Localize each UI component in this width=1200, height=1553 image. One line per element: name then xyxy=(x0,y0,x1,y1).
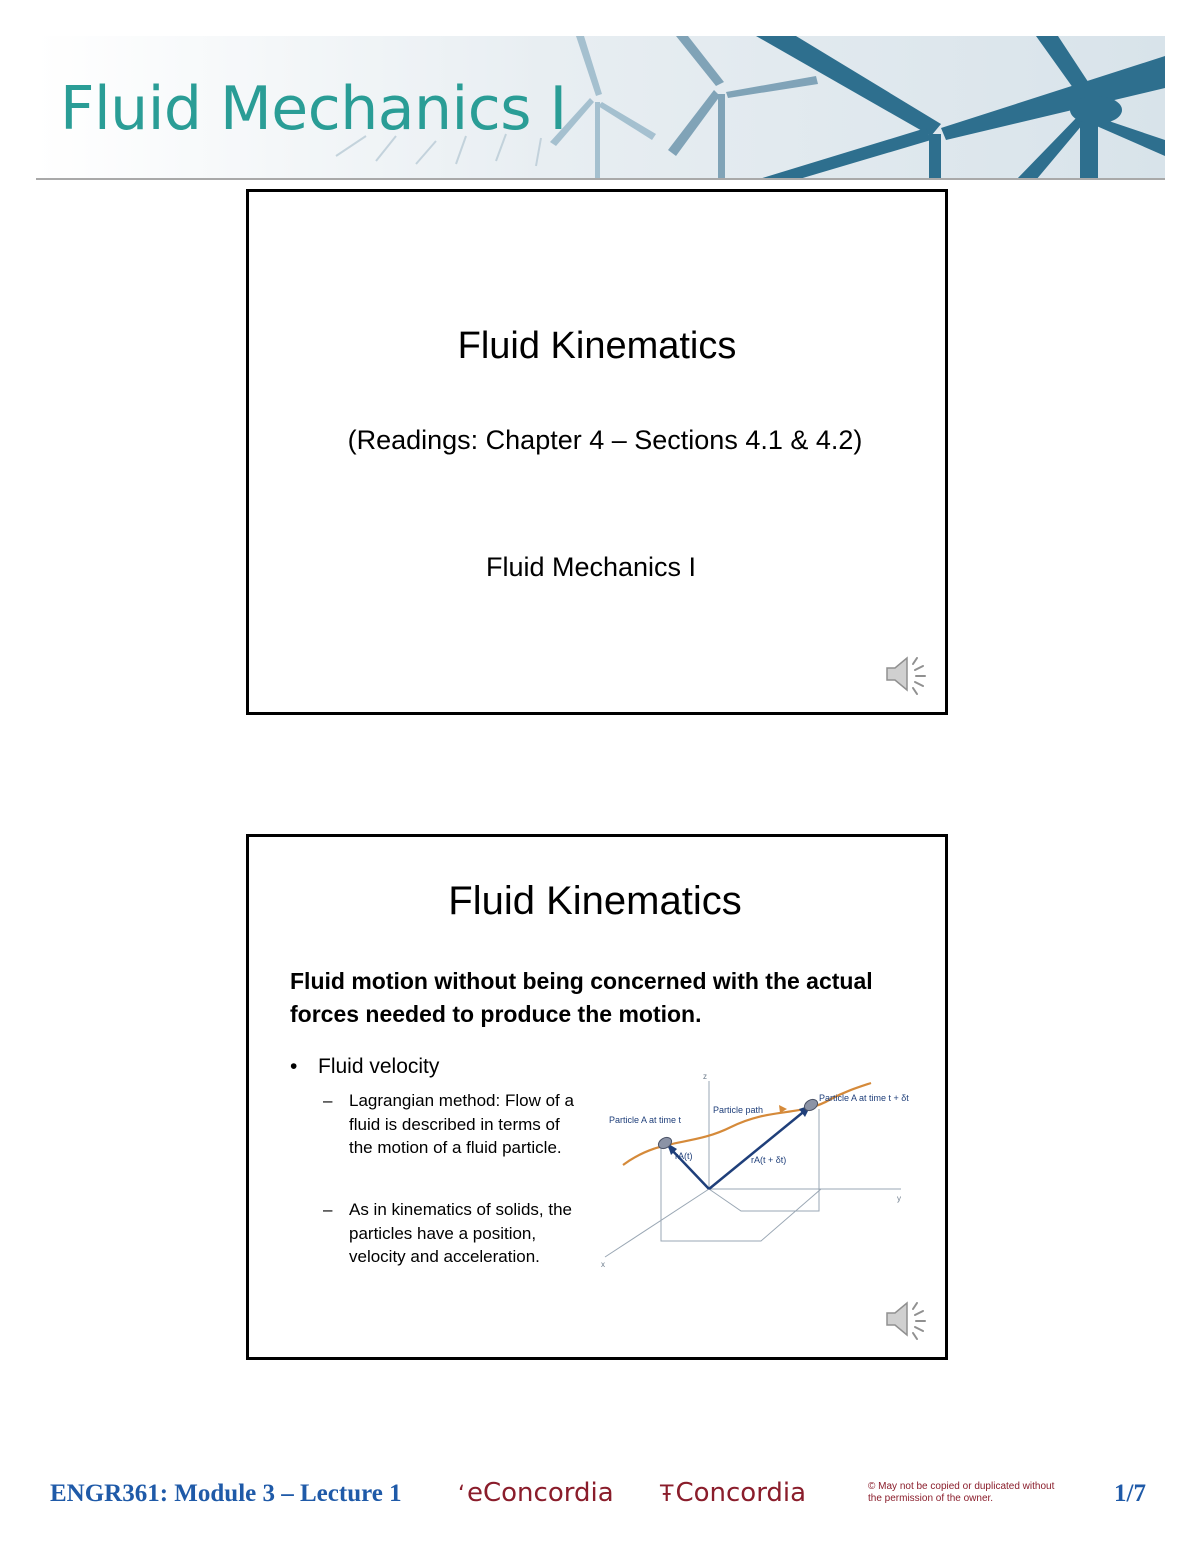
particle-path-diagram xyxy=(601,1061,911,1271)
slide-1 xyxy=(246,189,948,715)
label-z-axis: z xyxy=(703,1072,707,1081)
rA-dt-vector xyxy=(709,1109,807,1189)
header-title: Fluid Mechanics I xyxy=(60,74,567,144)
concordia-shield-icon: Ŧ xyxy=(660,1482,674,1507)
copyright-notice: © May not be copied or duplicated without the permission of the owner. xyxy=(868,1481,1055,1504)
header-divider xyxy=(36,178,1165,180)
bullet-label: Fluid velocity xyxy=(318,1055,440,1078)
footer-course-label: ENGR361: Module 3 – Lecture 1 xyxy=(50,1480,402,1507)
slide-1-footer: Fluid Mechanics I xyxy=(485,552,697,582)
sub-item-lagrangian: – Lagrangian method: Flow of a fluid is described in terms of the motion of a fluid particle. xyxy=(323,1089,583,1160)
label-ra-dt: rA(t + δt) xyxy=(751,1155,787,1165)
slide-2 xyxy=(246,834,948,1360)
header-banner xyxy=(36,36,1165,180)
slide-2-intro: Fluid motion without being concerned with the actual forces needed to produce the motion. xyxy=(290,968,873,1027)
econcordia-logo xyxy=(458,1478,614,1508)
label-particle-t: Particle A at time t xyxy=(609,1115,682,1125)
econcordia-mark-icon: ʻ xyxy=(458,1482,465,1507)
econcordia-logo-text: eConcordia xyxy=(467,1478,614,1508)
concordia-logo-text: Concordia xyxy=(675,1478,807,1508)
slide-2-title: Fluid Kinematics xyxy=(448,879,742,923)
page-number: 1/7 xyxy=(1114,1480,1146,1507)
slide-1-title: Fluid Kinematics xyxy=(457,325,737,367)
label-particle-path: Particle path xyxy=(713,1105,764,1115)
label-particle-dt: Particle A at time t + δt xyxy=(819,1093,909,1103)
speaker-icon[interactable] xyxy=(883,652,933,696)
sub-item-kinematics: – As in kinematics of solids, the particles have a position, velocity and acceleration. xyxy=(323,1198,583,1269)
x-axis-line xyxy=(605,1189,709,1257)
speaker-icon[interactable] xyxy=(883,1297,933,1341)
bullet-fluid-velocity: • Fluid velocity xyxy=(290,1055,440,1078)
label-x-axis: x xyxy=(601,1260,605,1269)
sub-item-text: As in kinematics of solids, the particles have a position, velocity and acceleration. xyxy=(349,1200,572,1266)
concordia-logo xyxy=(660,1478,806,1508)
sub-item-text: Lagrangian method: Flow of a fluid is described in terms of the motion of a fluid particle. xyxy=(349,1091,574,1157)
label-ra-t: rA(t) xyxy=(675,1151,693,1161)
slide-1-subtitle: (Readings: Chapter 4 – Sections 4.1 & 4.2) xyxy=(347,425,863,455)
label-y-axis: y xyxy=(897,1194,901,1203)
